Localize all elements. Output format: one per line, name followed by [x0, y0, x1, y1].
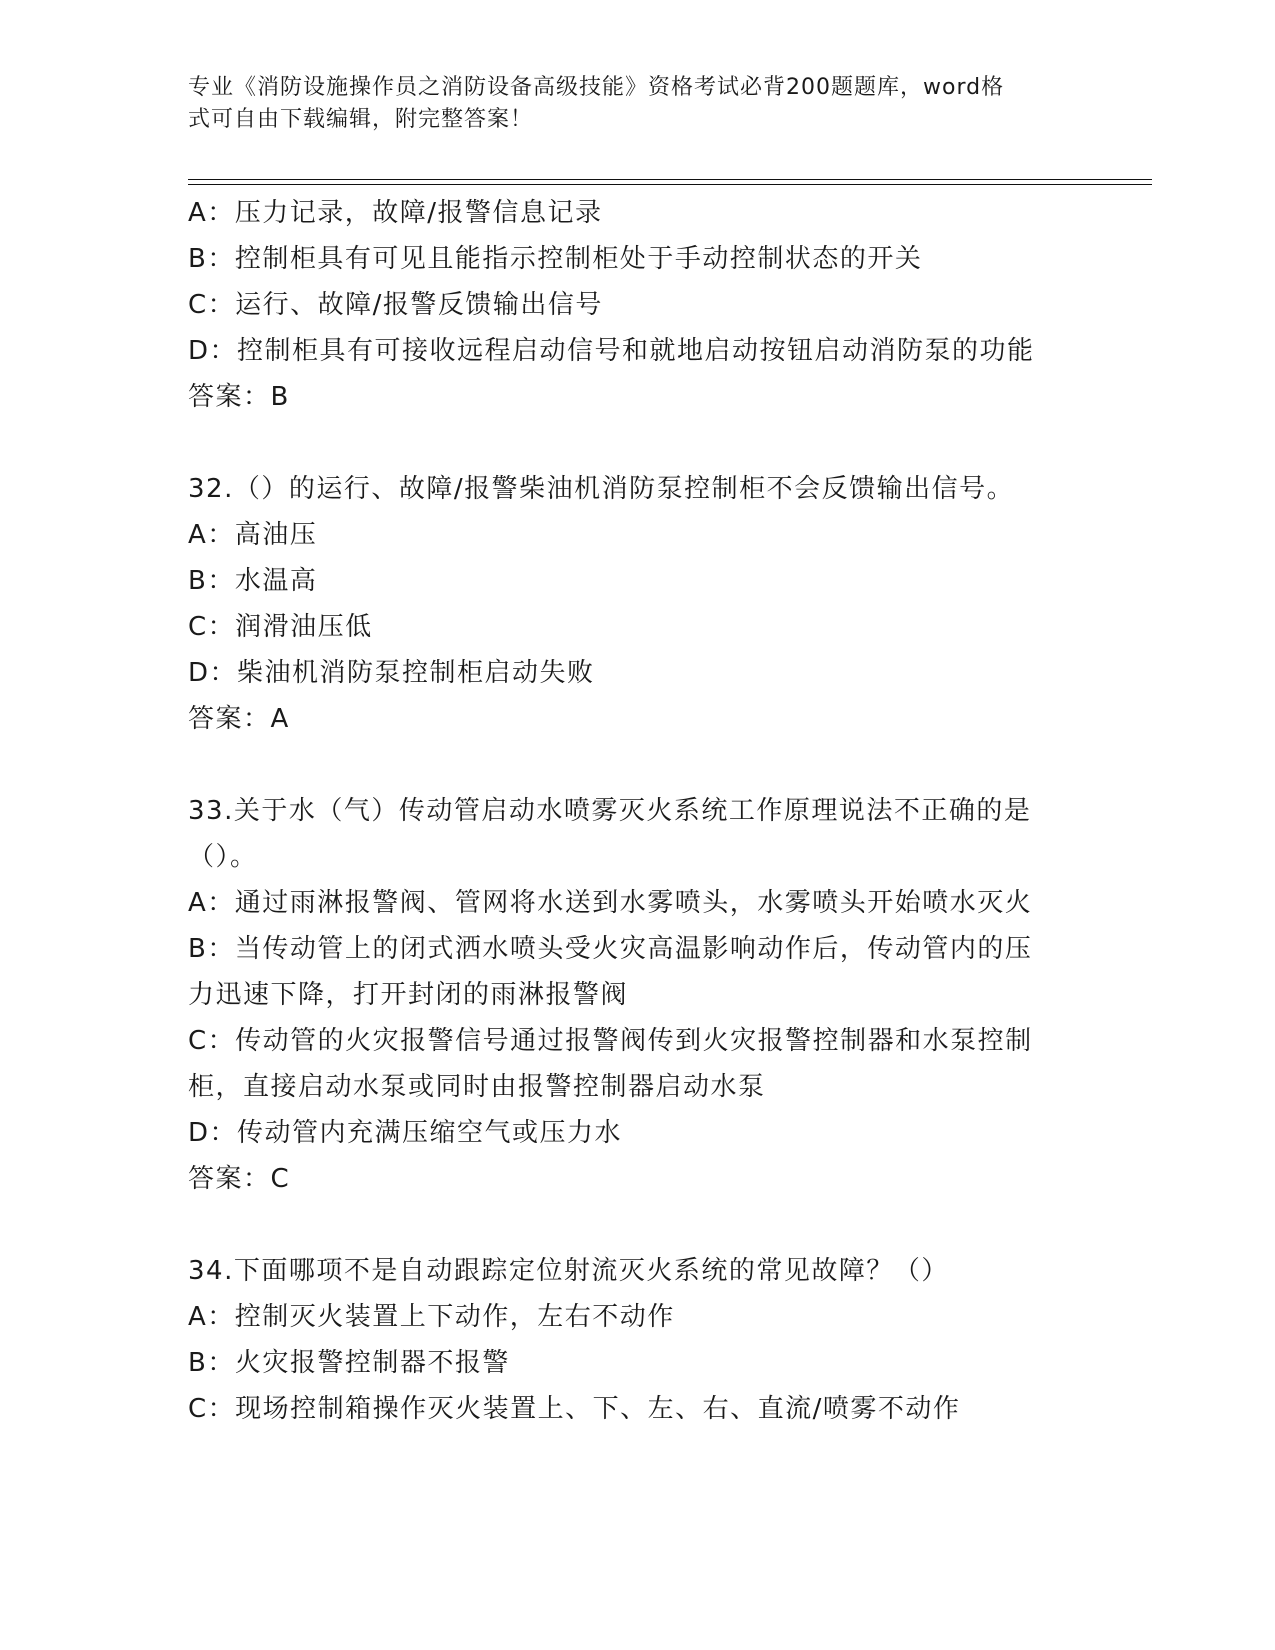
question-33-block — [188, 788, 1088, 1202]
q31-option-c: C：运行、故障/报警反馈输出信号 — [188, 290, 603, 320]
q33-option-d: D：传动管内充满压缩空气或压力水 — [188, 1118, 623, 1148]
document-header — [188, 72, 1068, 136]
q31-option-b: B：控制柜具有可见且能指示控制柜处于手动控制状态的开关 — [188, 244, 923, 274]
q32-option-a: A：高油压 — [188, 520, 318, 550]
q32-option-b: B：水温高 — [188, 566, 318, 596]
header-line-2: 式可自由下载编辑，附完整答案！ — [188, 107, 534, 132]
q33-option-c-line-1: C：传动管的火灾报警信号通过报警阀传到火灾报警控制器和水泵控制 — [188, 1026, 1033, 1056]
q33-question-line-2: （）。 — [188, 842, 258, 872]
q33-answer: 答案：C — [188, 1164, 291, 1194]
q34-option-c: C：现场控制箱操作灭火装置上、下、左、右、直流/喷雾不动作 — [188, 1394, 961, 1424]
question-32-block — [188, 466, 1088, 742]
question-list — [188, 190, 1088, 1432]
header-divider-top — [188, 179, 1152, 180]
q32-option-c: C：润滑油压低 — [188, 612, 373, 642]
q32-option-d: D：柴油机消防泵控制柜启动失败 — [188, 658, 595, 688]
q31-option-d: D：控制柜具有可接收远程启动信号和就地启动按钮启动消防泵的功能 — [188, 336, 1035, 366]
q32-answer: 答案：A — [188, 704, 290, 734]
q33-question-line-1: 33.关于水（气）传动管启动水喷雾灭火系统工作原理说法不正确的是 — [188, 796, 1032, 826]
q34-option-a: A：控制灭火装置上下动作，左右不动作 — [188, 1302, 675, 1332]
header-divider-bottom — [188, 184, 1152, 185]
q31-option-a: A：压力记录，故障/报警信息记录 — [188, 198, 603, 228]
q31-answer: 答案：B — [188, 382, 290, 412]
question-34-block — [188, 1248, 1088, 1432]
q34-option-b: B：火灾报警控制器不报警 — [188, 1348, 510, 1378]
header-line-1: 专业《消防设施操作员之消防设备高级技能》资格考试必背200题题库，word格 — [188, 75, 1005, 100]
q33-option-b-line-2: 力迅速下降，打开封闭的雨淋报警阀 — [188, 980, 629, 1010]
q34-question: 34.下面哪项不是自动跟踪定位射流灭火系统的常见故障？（） — [188, 1256, 949, 1286]
question-31-block — [188, 190, 1088, 420]
q33-option-b-line-1: B：当传动管上的闭式洒水喷头受火灾高温影响动作后，传动管内的压 — [188, 934, 1033, 964]
q32-question: 32.（）的运行、故障/报警柴油机消防泵控制柜不会反馈输出信号。 — [188, 474, 1015, 504]
q33-option-a: A：通过雨淋报警阀、管网将水送到水雾喷头，水雾喷头开始喷水灭火 — [188, 888, 1033, 918]
q33-option-c-line-2: 柜，直接启动水泵或同时由报警控制器启动水泵 — [188, 1072, 766, 1102]
